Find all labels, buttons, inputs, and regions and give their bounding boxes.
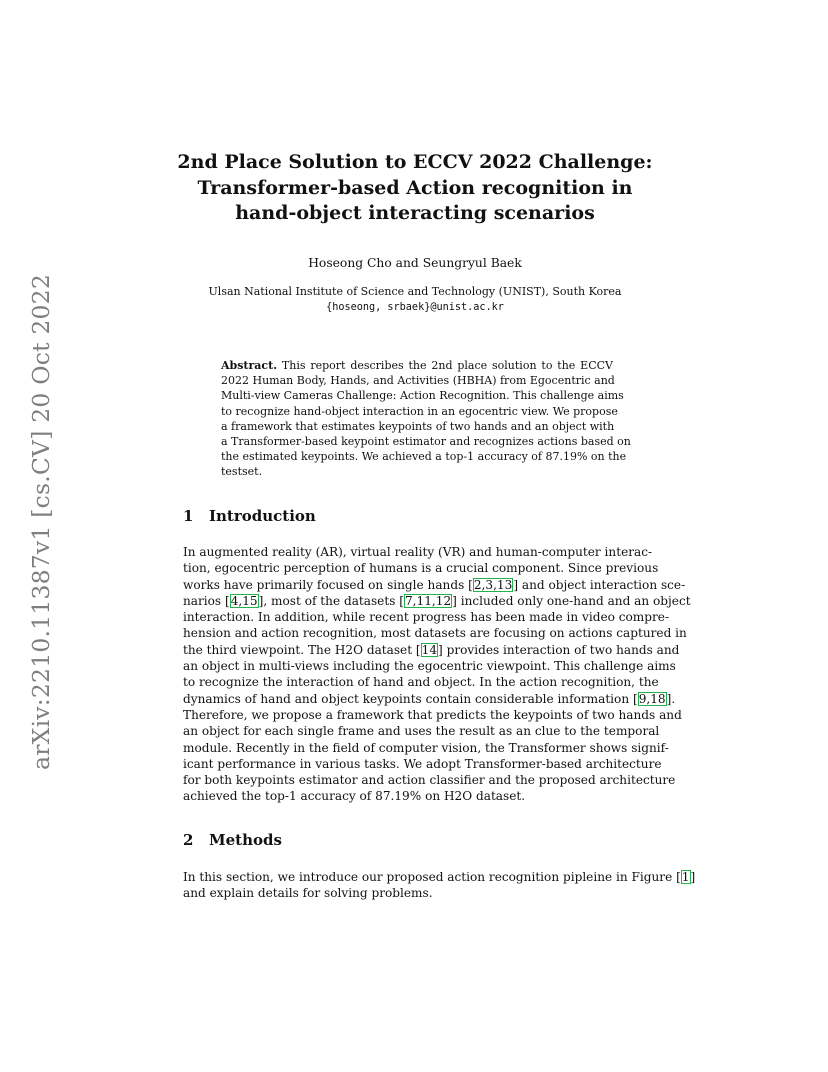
abstract-line: a Transformer-based keypoint estimator and recognizes actions based on bbox=[221, 435, 631, 449]
abstract-line: Multi-view Cameras Challenge: Action Recognition. This challenge aims bbox=[221, 389, 624, 403]
title-line: 2nd Place Solution to ECCV 2022 Challenge: bbox=[177, 151, 653, 173]
section-title: Methods bbox=[209, 831, 282, 849]
affiliation: Ulsan National Institute of Science and Technology (UNIST), South Korea bbox=[208, 285, 622, 298]
methods-paragraph bbox=[183, 869, 696, 902]
paragraph-line: interaction. In addition, while recent progress has been made in video compre- bbox=[183, 610, 670, 625]
section-heading-methods bbox=[183, 831, 282, 849]
citation-link[interactable]: 9,18 bbox=[638, 691, 666, 706]
abstract-label: Abstract. bbox=[221, 359, 278, 372]
paragraph-line: dynamics of hand and object keypoints contain considerable information [9,18]. bbox=[183, 691, 676, 706]
paragraph-line: hension and action recognition, most datasets are focusing on actions captured in bbox=[183, 626, 687, 641]
paragraph-line: an object in multi-views including the egocentric viewpoint. This challenge aims bbox=[183, 659, 676, 674]
paragraph-line: In this section, we introduce our proposed action recognition pipleine in Figure [1] bbox=[183, 870, 696, 884]
paragraph-line: for both keypoints estimator and action classifier and the proposed architecture bbox=[183, 773, 676, 788]
citation-link[interactable]: 1 bbox=[681, 870, 690, 884]
paragraph-line: narios [4,15], most of the datasets [7,11,12] included only one-hand and an object bbox=[183, 593, 691, 608]
section-heading-introduction bbox=[183, 507, 316, 525]
arxiv-identifier: arXiv:2210.11387v1 [cs.CV] 20 Oct 2022 bbox=[27, 274, 56, 770]
paragraph-line: icant performance in various tasks. We adopt Transformer-based architecture bbox=[183, 756, 662, 771]
title-line: Transformer-based Action recognition in bbox=[197, 176, 633, 199]
abstract-line: to recognize hand-object interaction in an egocentric view. We propose bbox=[221, 404, 618, 418]
introduction-paragraph bbox=[183, 544, 691, 805]
abstract-line: testset. bbox=[221, 465, 263, 479]
paragraph-line: In augmented reality (AR), virtual reality (VR) and human-computer interac- bbox=[183, 545, 653, 559]
paragraph-line: an object for each single frame and uses the result as an clue to the temporal bbox=[183, 724, 660, 739]
abstract-line: Abstract. This report describes the 2nd place solution to the ECCV bbox=[221, 359, 613, 372]
paragraph-line: to recognize the interaction of hand and object. In the action recognition, the bbox=[183, 675, 659, 690]
abstract-line: the estimated keypoints. We achieved a top-1 accuracy of 87.19% on the bbox=[221, 450, 627, 464]
abstract-line: a framework that estimates keypoints of two hands and an object with bbox=[221, 419, 615, 433]
email-address[interactable]: {hoseong, srbaek}@unist.ac.kr bbox=[326, 302, 504, 313]
author-list: Hoseong Cho and Seungryul Baek bbox=[308, 256, 522, 270]
section-title: Introduction bbox=[209, 507, 316, 525]
paragraph-line: achieved the top-1 accuracy of 87.19% on H2O dataset. bbox=[183, 789, 526, 804]
paragraph-line: module. Recently in the field of computer vision, the Transformer shows signif- bbox=[183, 740, 669, 755]
paragraph-line: the third viewpoint. The H2O dataset [14] provides interaction of two hands and bbox=[183, 642, 680, 657]
paragraph-line: Therefore, we propose a framework that predicts the keypoints of two hands and bbox=[183, 707, 682, 722]
citation-link[interactable]: 4,15 bbox=[230, 593, 258, 608]
citation-link[interactable]: 14 bbox=[421, 642, 438, 657]
abstract-line: 2022 Human Body, Hands, and Activities (HBHA) from Egocentric and bbox=[221, 374, 615, 388]
abstract bbox=[221, 358, 631, 480]
section-number: 2 bbox=[183, 831, 194, 849]
section-number: 1 bbox=[183, 507, 194, 525]
paragraph-line: tion, egocentric perception of humans is a crucial component. Since previous bbox=[183, 561, 659, 576]
paragraph-line: and explain details for solving problems. bbox=[183, 886, 433, 901]
paragraph-line: works have primarily focused on single hands [2,3,13] and object interaction sce- bbox=[183, 577, 686, 592]
citation-link[interactable]: 2,3,13 bbox=[473, 577, 513, 592]
title-line: hand-object interacting scenarios bbox=[235, 202, 595, 224]
affiliation-block bbox=[150, 284, 680, 316]
citation-link[interactable]: 7,11,12 bbox=[404, 593, 452, 608]
paper-title bbox=[150, 150, 680, 227]
